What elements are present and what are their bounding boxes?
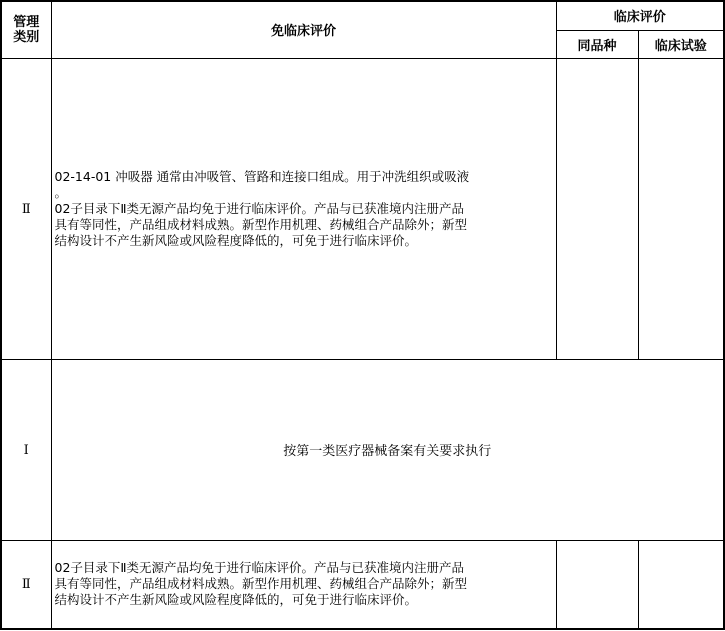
header-category (1, 1, 51, 58)
description-line: 结构设计不产生新风险或风险程度降低的，可免于进行临床评价。 (54, 232, 418, 248)
header-clinical-eval: 临床评价 (556, 1, 724, 30)
header-same-variety: 同品种 (556, 30, 638, 58)
table-row (1, 359, 724, 540)
table-row (1, 58, 724, 359)
row-clinical-trial (638, 58, 724, 359)
row-same-variety (556, 58, 638, 359)
row-description (51, 540, 556, 629)
header-category-line1: 管理 (13, 14, 40, 30)
description-line: 结构设计不产生新风险或风险程度降低的，可免于进行临床评价。 (54, 592, 418, 608)
header-exempt: 免临床评价 (51, 1, 556, 58)
row-requirement: 按第一类医疗器械备案有关要求执行 (51, 359, 724, 540)
row-category: Ⅱ (1, 540, 51, 629)
table-row (1, 540, 724, 629)
description-line: 。 (54, 184, 68, 200)
description-line: 02子目录下Ⅱ类无源产品均免于进行临床评价。产品与已获准境内注册产品 (54, 560, 465, 576)
description-line: 具有等同性，产品组成材料成熟。新型作用机理、药械组合产品除外；新型 (54, 576, 468, 592)
row-clinical-trial (638, 540, 724, 629)
row-same-variety (556, 540, 638, 629)
header-category-line2: 类别 (13, 29, 40, 45)
header-clinical-trial: 临床试验 (638, 30, 724, 58)
description-line: 02-14-01 冲吸器 通常由冲吸管、管路和连接口组成。用于冲洗组织或吸液 (54, 168, 470, 184)
row-category: Ⅰ (1, 359, 51, 540)
row-category: Ⅱ (1, 58, 51, 359)
description-line: 02子目录下Ⅱ类无源产品均免于进行临床评价。产品与已获准境内注册产品 (54, 200, 465, 216)
description-line: 具有等同性，产品组成材料成熟。新型作用机理、药械组合产品除外；新型 (54, 216, 468, 232)
row-description (51, 58, 556, 359)
